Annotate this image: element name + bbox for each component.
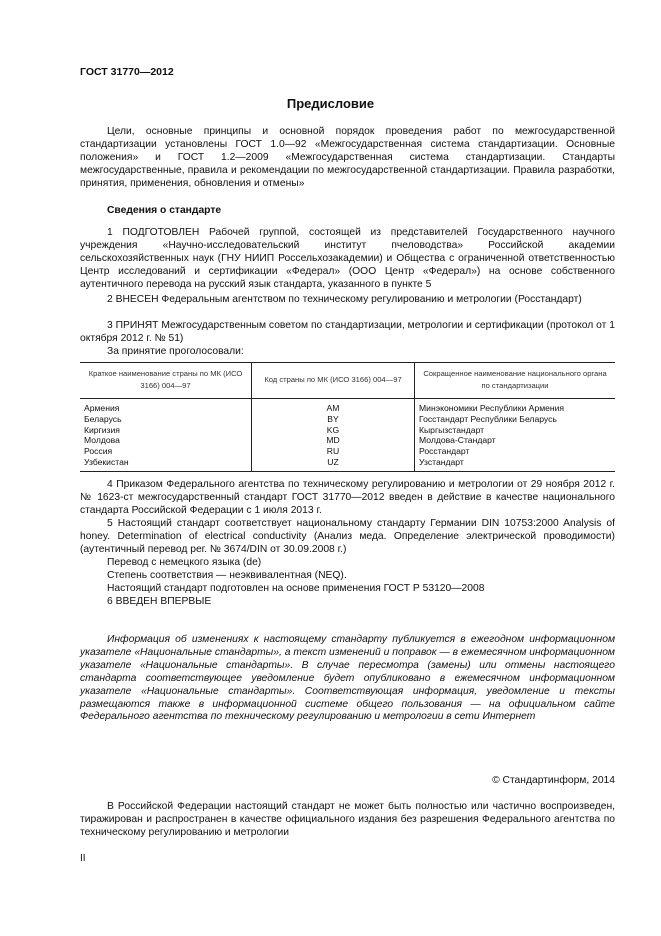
- voting-table: [80, 362, 615, 472]
- code-cell: MD: [252, 435, 415, 446]
- item-5-language: Перевод с немецкого языка (de): [107, 557, 262, 568]
- code-cell: BY: [252, 414, 415, 425]
- column-header-country: Краткое наименование страны по МК (ИСО 3166) 004—97: [80, 363, 252, 399]
- item-4-paragraph: 4 Приказом Федерального агентства по техническому регулированию и метрологии от 29 ноября 2012 г. № 1623-ст межгосударственный стандарт ГОСТ 31770—2012 введен в действие в качестве национального стандарта Российской Федерации с 1 июля 2013 г.: [80, 479, 615, 516]
- body-cell: Молдова-Стандарт: [419, 435, 496, 446]
- item-3-paragraph: 3 ПРИНЯТ Межгосударственным советом по стандартизации, метрологии и сертификации (протокол от 1 октября 2012 г. № 51): [80, 320, 615, 344]
- column-header-body: Сокращенное наименование национального органа по стандартизации: [415, 363, 616, 399]
- document-code-header: ГОСТ 31770—2012: [80, 66, 174, 78]
- code-cell: UZ: [252, 457, 415, 471]
- country-cell: Молдова: [84, 435, 120, 446]
- table-row: [80, 399, 615, 414]
- table-row: [80, 457, 615, 471]
- table-row: [80, 414, 615, 425]
- code-cell: KG: [252, 425, 415, 436]
- table-row: [80, 425, 615, 436]
- item-6-paragraph: 6 ВВЕДЕН ВПЕРВЫЕ: [107, 596, 212, 607]
- country-cell: Узбекистан: [80, 457, 252, 471]
- notice-paragraph: Информация об изменениях к настоящему стандарту публикуется в ежегодном информационном указателе «Национальные стандарты», а текст изменений и поправок — в ежемесячном информационном указателе «Национальные стандарты». В случае пересмотра (замены) или отмены настоящего стандарта соответствующее уведомление будет опубликовано в ежемесячном информационном указателе «Национальные стандарты». Соответствующая информация, уведомление и тексты размещаются также в информационной системе общего пользования — на официальном сайте Федерального агентства по техническому регулированию и метрологии в сети Интернет: [80, 634, 615, 723]
- section-heading: Сведения о стандарте: [107, 205, 222, 216]
- body-cell: Кыргызстандарт: [419, 424, 485, 435]
- body-cell: Госстандарт Республики Беларусь: [419, 413, 557, 424]
- item-5-basis: Настоящий стандарт подготовлен на основе применения ГОСТ Р 53120—2008: [107, 583, 485, 594]
- body-cell: Росстандарт: [419, 446, 470, 457]
- code-cell: AM: [252, 399, 415, 414]
- rights-paragraph: В Российской Федерации настоящий стандарт не может быть полностью или частично воспроизведен, тиражирован и распространен в качестве официального издания без разрешения Федерального агентства по техническому регулированию и метрологии: [80, 801, 615, 838]
- table-header-row: [80, 363, 615, 399]
- page-number: II: [80, 853, 86, 864]
- country-cell: Армения: [84, 403, 120, 413]
- body-cell: Минэкономики Республики Армения: [419, 403, 565, 413]
- item-1-paragraph: 1 ПОДГОТОВЛЕН Рабочей группой, состоящей из представителей Государственного научного учреждения «Научно-исследовательский институт пчеловодства» Российской академии сельскохозяйственных наук (ГНУ НИИП Россельхозакадемии) и Общества с ограниченной ответственностью Центр исследований и сертификации «Федерал» (ООО Центр «Федерал») на основе собственного аутентичного перевода на русский язык стандарта, указанного в пункте 5: [80, 227, 615, 290]
- country-cell: Россия: [84, 446, 113, 457]
- country-cell: Беларусь: [84, 413, 122, 424]
- column-header-code: Код страны по МК (ИСО 3166) 004—97: [252, 363, 415, 399]
- code-cell: RU: [252, 446, 415, 457]
- table-row: [80, 446, 615, 457]
- body-cell: Узстандарт: [415, 457, 616, 471]
- country-cell: Киргизия: [84, 424, 120, 435]
- item-2-paragraph: 2 ВНЕСЕН Федеральным агентством по техническому регулированию и метрологии (Росстандарт): [107, 294, 582, 305]
- copyright-line: © Стандартинформ, 2014: [492, 775, 615, 786]
- item-5-degree: Степень соответствия — неэквивалентная (NEQ).: [107, 570, 347, 581]
- page-title: Предисловие: [286, 96, 375, 111]
- item-5-paragraph: 5 Настоящий стандарт соответствует национальному стандарту Германии DIN 10753:2000 Analysis of honey. Determination of electrical conductivity (Анализ меда. Определение электрической проводимости) (аутентичный перевод рег. № 3674/DIN от 30.09.2008 г.): [80, 518, 615, 555]
- intro-paragraph: Цели, основные принципы и основной порядок проведения работ по межгосударственной стандартизации установлены ГОСТ 1.0—92 «Межгосударственная система стандартизации. Основные положения» и ГОСТ 1.2—2009 «Межгосударственная система стандартизации. Стандарты межгосударственные, правила и рекомендации по межгосударственной стандартизации. Правила разработки, принятия, применения, обновления и отмены»: [80, 126, 615, 189]
- vote-intro: За принятие проголосовали:: [107, 346, 244, 357]
- table-row: [80, 435, 615, 446]
